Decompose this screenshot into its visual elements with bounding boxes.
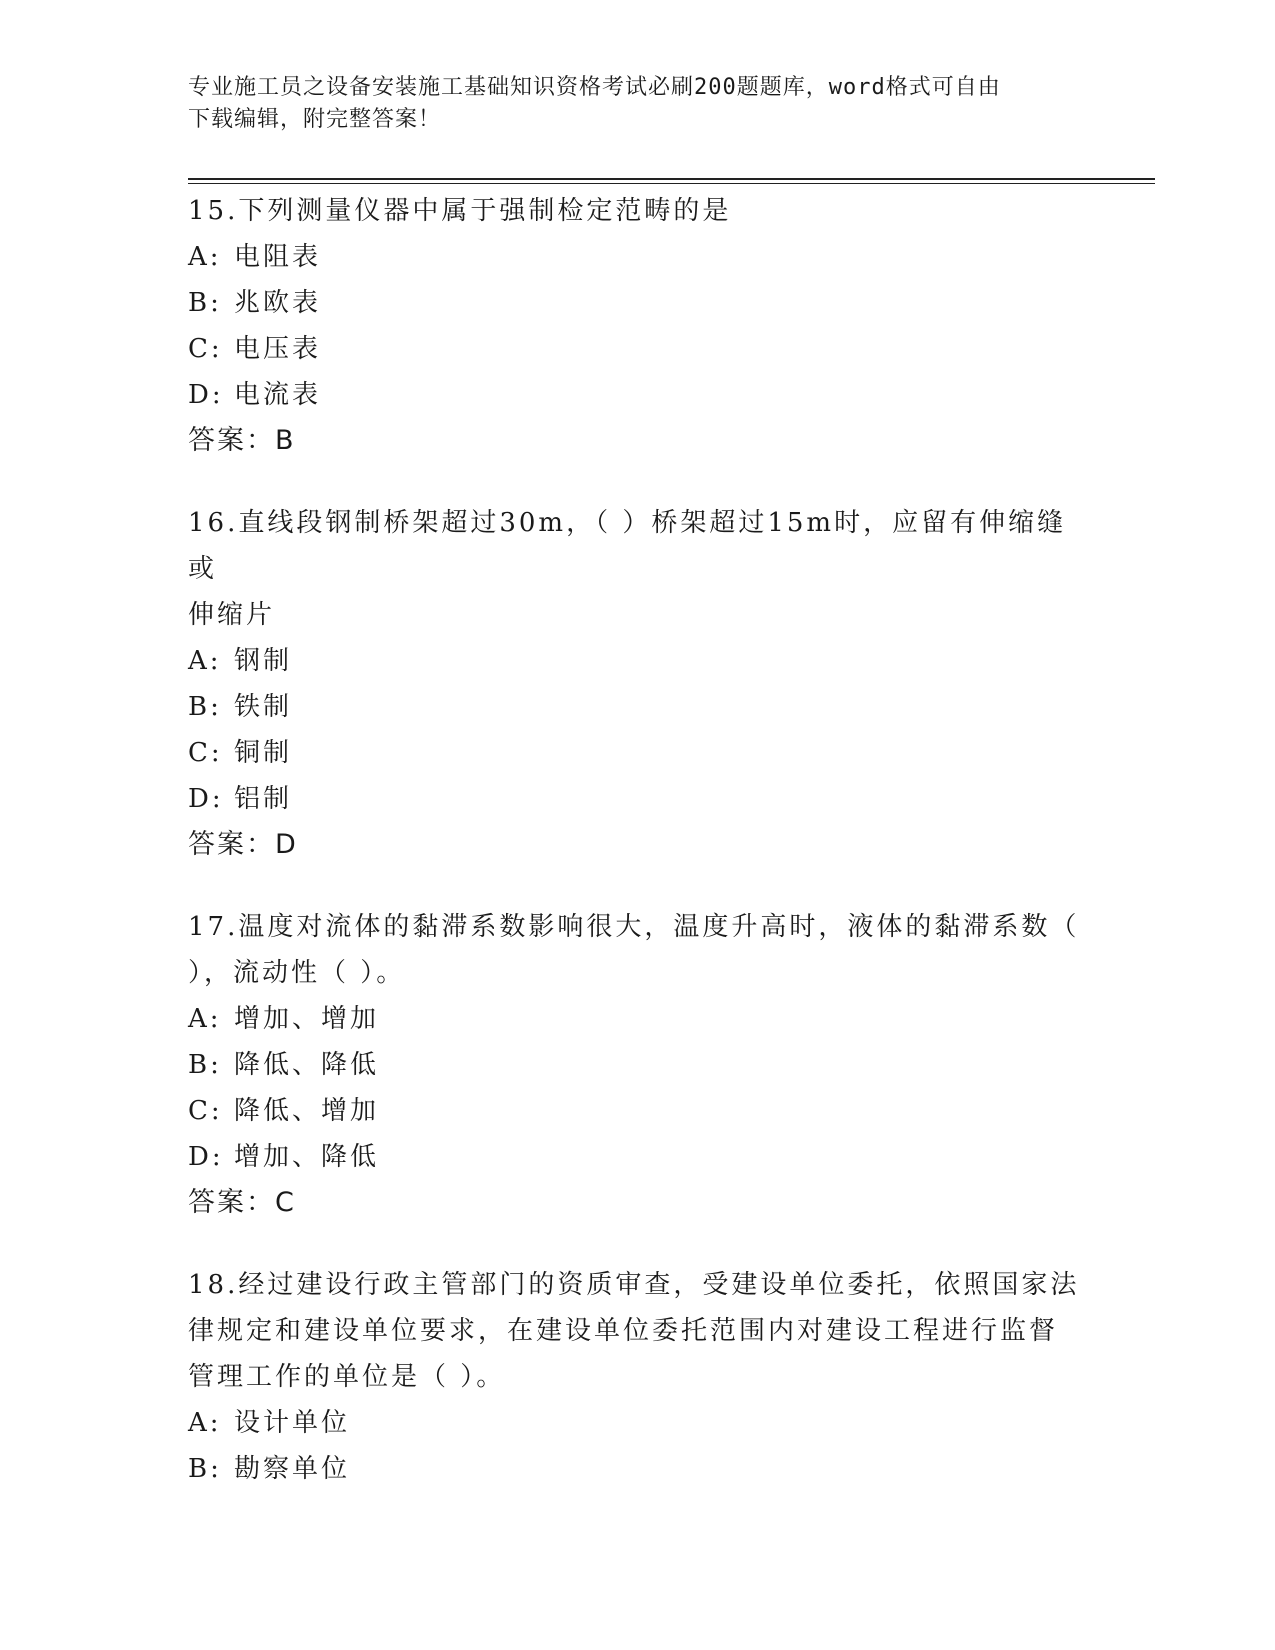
question-18 [188,1262,1088,1492]
option-b [188,1446,1088,1492]
option-label: B: [188,288,222,318]
option-d [188,776,1088,822]
answer: 答案：D [188,829,298,860]
option-text: 电阻表 [234,242,322,272]
question-text: 16.直线段钢制桥架超过30m，（ ）桥架超过15m时，应留有伸缩缝或 伸缩片 [188,508,1067,630]
question-list [188,188,1088,1528]
option-d [188,372,1088,418]
question-16 [188,500,1088,868]
option-c [188,1088,1088,1134]
option-a [188,234,1088,280]
option-d [188,1134,1088,1180]
option-a [188,1400,1088,1446]
option-label: C: [188,334,223,364]
question-text: 17.温度对流体的黏滞系数影响很大，温度升高时，液体的黏滞系数（ ），流动性（ ）。 [188,912,1080,988]
option-a [188,996,1088,1042]
option-text: 增加、降低 [234,1142,380,1172]
option-text: 铜制 [234,738,293,768]
option-text: 兆欧表 [234,288,322,318]
option-a [188,638,1088,684]
option-text: 设计单位 [234,1408,351,1438]
question-17 [188,904,1088,1226]
option-label: D: [188,1142,224,1172]
option-text: 降低、增加 [234,1096,380,1126]
option-label: B: [188,1454,222,1484]
option-text: 勘察单位 [234,1454,351,1484]
option-b [188,280,1088,326]
option-text: 铝制 [234,784,293,814]
option-text: 电流表 [234,380,322,410]
option-label: D: [188,380,224,410]
question-text: 18.经过建设行政主管部门的资质审查，受建设单位委托，依照国家法 律规定和建设单位要求，在建设单位委托范围内对建设工程进行监督 管理工作的单位是（ ）。 [188,1270,1080,1392]
option-c [188,326,1088,372]
option-text: 钢制 [234,646,293,676]
answer: 答案：B [188,425,296,456]
option-label: C: [188,738,223,768]
header-divider-thick [188,178,1155,180]
option-b [188,1042,1088,1088]
option-label: B: [188,1050,222,1080]
option-label: A: [188,1408,222,1438]
header-divider-thin [188,183,1155,184]
option-label: B: [188,692,222,722]
option-label: D: [188,784,224,814]
option-label: A: [188,242,222,272]
option-text: 增加、增加 [234,1004,380,1034]
option-b [188,684,1088,730]
question-text: 15.下列测量仪器中属于强制检定范畴的是 [188,196,732,226]
option-text: 电压表 [234,334,322,364]
document-header [188,72,1088,136]
option-text: 铁制 [234,692,293,722]
option-text: 降低、降低 [234,1050,380,1080]
option-label: C: [188,1096,223,1126]
question-15 [188,188,1088,464]
option-label: A: [188,646,222,676]
option-label: A: [188,1004,222,1034]
answer: 答案：C [188,1187,296,1218]
header-line-1: 专业施工员之设备安装施工基础知识资格考试必刷200题题库，word格式可自由 [188,75,1001,100]
option-c [188,730,1088,776]
header-line-2: 下载编辑，附完整答案！ [188,107,442,132]
